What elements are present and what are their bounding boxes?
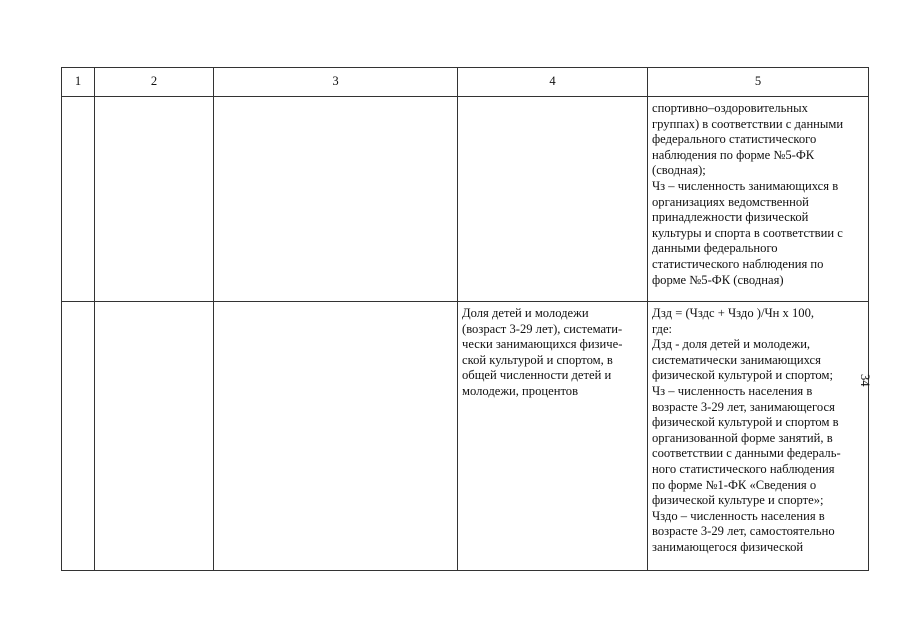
cell-col1 xyxy=(62,302,95,571)
cell-col5 xyxy=(648,302,869,571)
indicator-name: Доля детей и молодежи (возраст 3-29 лет), системати- чески занимающихся физиче- ской культурой и спортом, в общей численности детей и молодежи, процентов xyxy=(462,306,623,398)
cell-col3 xyxy=(214,97,458,302)
cell-col2 xyxy=(95,302,214,571)
table-row xyxy=(62,97,869,302)
document-table xyxy=(61,67,869,571)
header-cell-5: 5 xyxy=(648,68,869,97)
cell-col4 xyxy=(458,302,648,571)
header-cell-2: 2 xyxy=(95,68,214,97)
table-header-row xyxy=(62,68,869,97)
header-cell-3: 3 xyxy=(214,68,458,97)
cell-col3 xyxy=(214,302,458,571)
table-row xyxy=(62,302,869,571)
header-cell-1: 1 xyxy=(62,68,95,97)
header-cell-4: 4 xyxy=(458,68,648,97)
formula-description-continued: спортивно–оздоровительных группах) в соответствии с данными федерального статистического наблюдения по форме №5-ФК (сводная); Чз – численность занимающихся в организациях ведомственной принадлежности физической культуры и спорта в соответствии с данными федерального статистического наблюдения по форме №5-ФК (сводная) xyxy=(652,101,844,287)
cell-col1 xyxy=(62,97,95,302)
page-number: 34 xyxy=(858,374,872,387)
formula-description: Дзд = (Чздс + Чздо )/Чн х 100, где: Дзд - доля детей и молодежи, систематически занимающихся физической культурой и спортом; Чз – численность населения в возрасте 3-29 лет, занимающегося физической культурой и спортом в организованной форме занятий, в соответствии с данными федераль- ного статистического наблюдения по форме №1-ФК «Сведения о физической культуре и спорте»; Чздо – численность населения в возрасте 3-29 лет, самостоятельно занимающегося физической xyxy=(652,306,841,554)
cell-col5 xyxy=(648,97,869,302)
cell-col2 xyxy=(95,97,214,302)
cell-col4 xyxy=(458,97,648,302)
